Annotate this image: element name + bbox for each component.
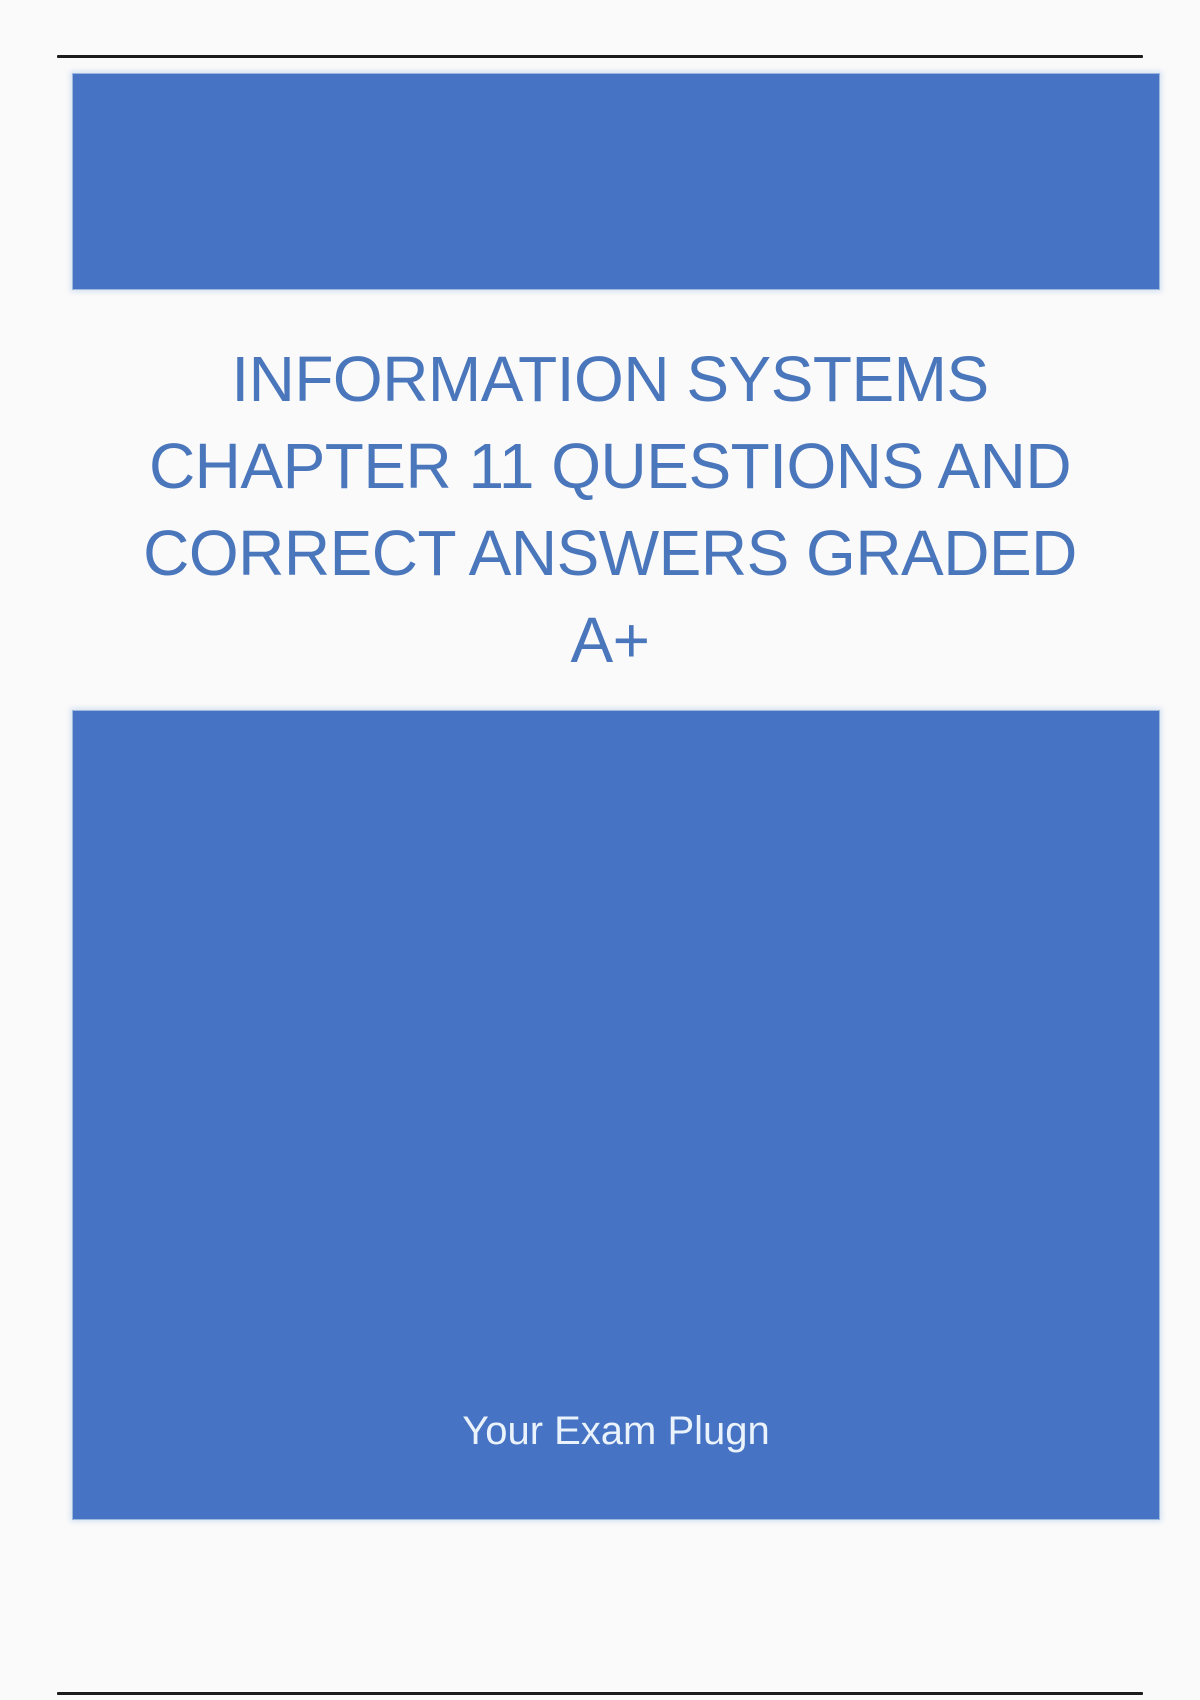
top-rule (57, 55, 1143, 58)
title-line-1: INFORMATION SYSTEMS (231, 343, 989, 415)
brand-text: Your Exam Plugn (462, 1409, 770, 1453)
title-line-3: CORRECT ANSWERS GRADED (143, 517, 1077, 589)
title-line-4: A+ (570, 604, 650, 676)
top-banner (72, 73, 1160, 290)
bottom-rule (57, 1692, 1143, 1695)
title-line-2: CHAPTER 11 QUESTIONS AND (148, 430, 1072, 502)
document-title (20, 336, 1200, 684)
bottom-banner (72, 710, 1160, 1520)
